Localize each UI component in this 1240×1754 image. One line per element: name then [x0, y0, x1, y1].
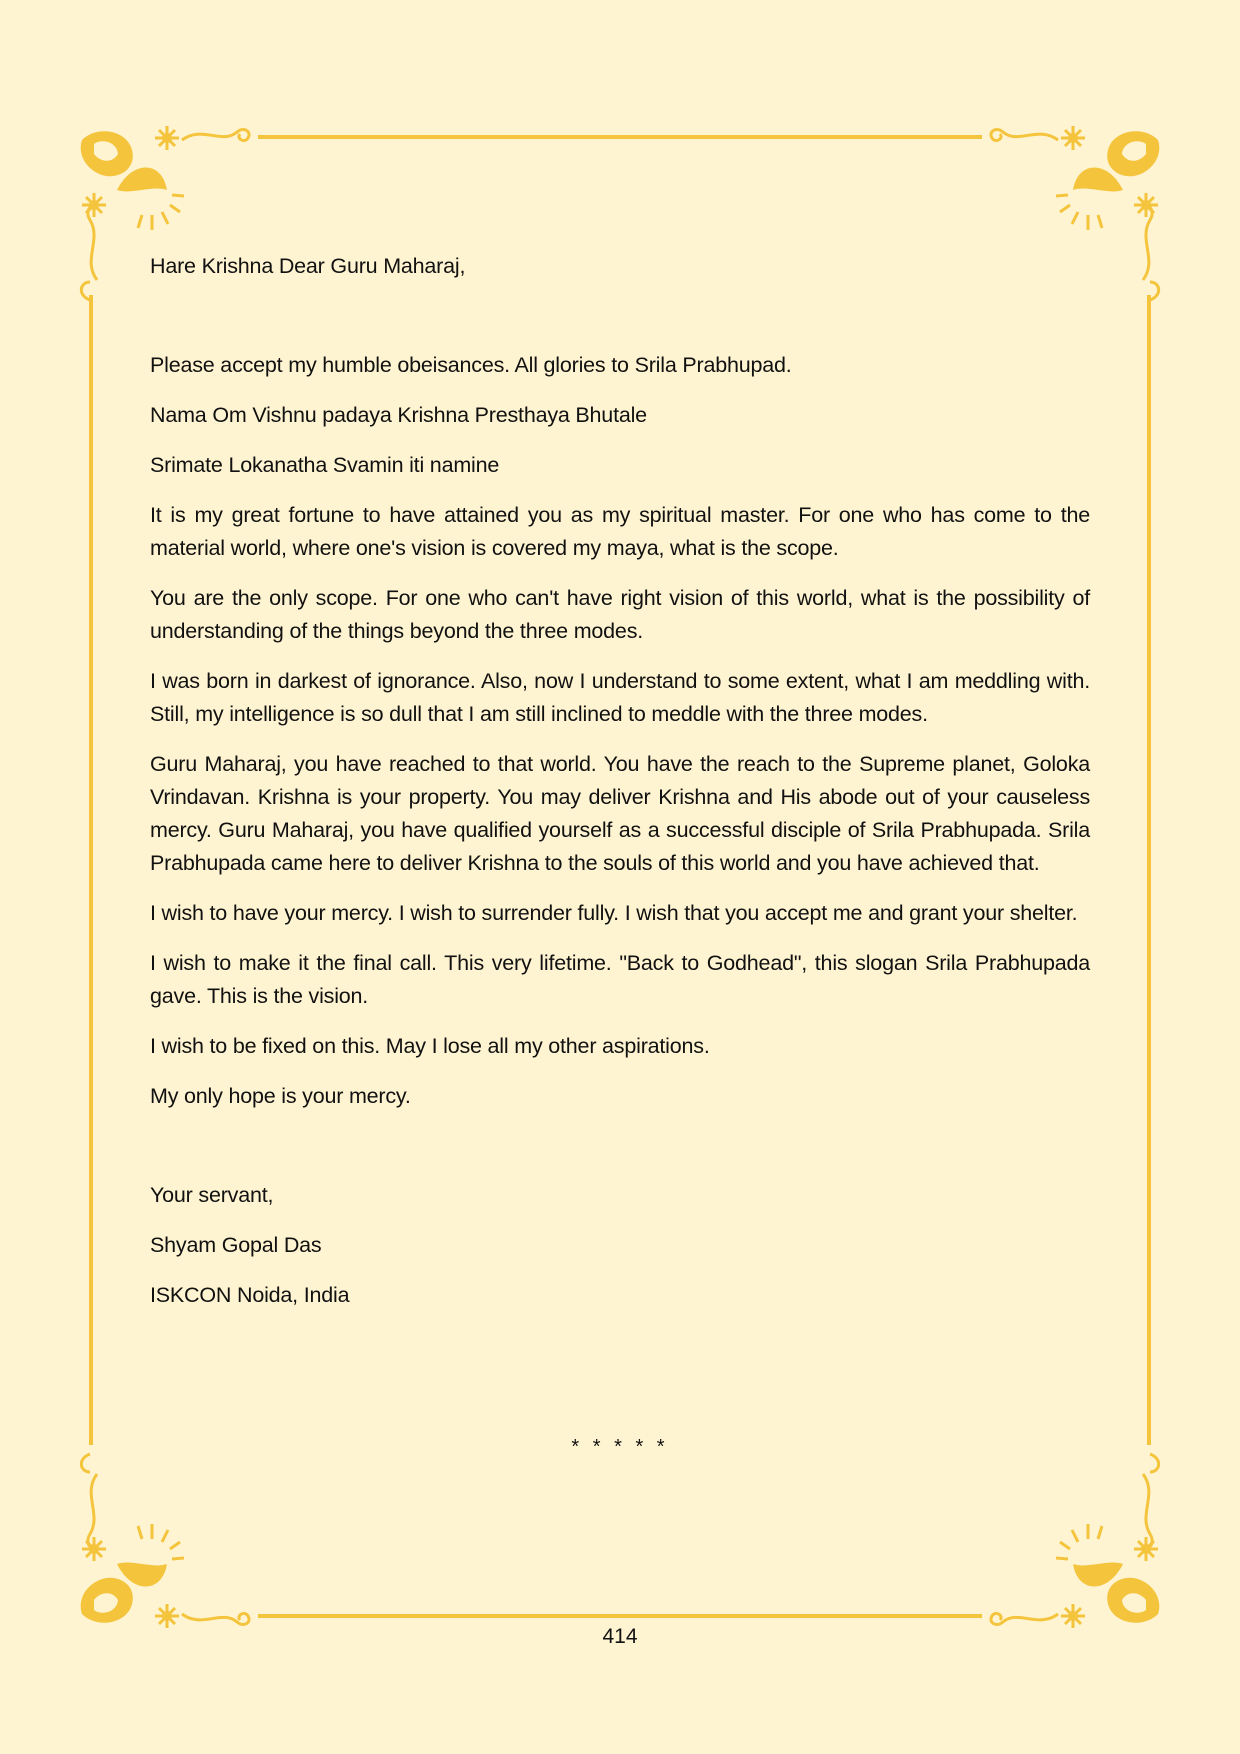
corner-ornament-bottom-left: [72, 1444, 262, 1634]
spacer: [150, 1130, 1090, 1179]
paragraph: I wish to be fixed on this. May I lose all my other aspirations.: [150, 1034, 710, 1058]
page-number: 414: [602, 1625, 638, 1648]
paragraph: Nama Om Vishnu padaya Krishna Presthaya Bhutale: [150, 403, 647, 427]
closing: Your servant,: [150, 1183, 274, 1207]
location: ISKCON Noida, India: [150, 1283, 350, 1307]
paragraph: Guru Maharaj, you have reached to that world. You have the reach to the Supreme planet, Goloka Vrindavan. Krishna is your property. You may deliver Krishna and His abode out of your causeless mercy. Guru Maharaj, you have qualified yourself as a successful disciple of Srila Prabhupada. Srila Prabhupada came here to deliver Krishna to the souls of this world and you have achieved that.: [150, 752, 1090, 875]
paragraph: You are the only scope. For one who can't have right vision of this world, what is the possibility of understanding of the things beyond the three modes.: [150, 586, 1090, 643]
border-bottom-line: [258, 1614, 982, 1618]
spacer: [150, 300, 1090, 349]
paragraph: I wish to make it the final call. This very lifetime. "Back to Godhead", this slogan Srila Prabhupada gave. This is the vision.: [150, 951, 1090, 1008]
corner-ornament-bottom-right: [978, 1444, 1168, 1634]
letter-body: [150, 250, 1090, 1329]
paragraph: My only hope is your mercy.: [150, 1084, 411, 1108]
border-right-line: [1147, 295, 1151, 1445]
salutation: Hare Krishna Dear Guru Maharaj,: [150, 254, 466, 278]
border-left-line: [89, 295, 93, 1445]
border-top-line: [258, 135, 982, 139]
paragraph: It is my great fortune to have attained you as my spiritual master. For one who has come to the material world, where one's vision is covered my maya, what is the scope.: [150, 503, 1090, 560]
section-separator: * * * * *: [571, 1436, 669, 1458]
paragraph: I wish to have your mercy. I wish to surrender fully. I wish that you accept me and grant your shelter.: [150, 901, 1078, 925]
paragraph: Srimate Lokanatha Svamin iti namine: [150, 453, 500, 477]
paragraph: I was born in darkest of ignorance. Also, now I understand to some extent, what I am meddling with. Still, my intelligence is so dull that I am still inclined to meddle with the three modes.: [150, 669, 1090, 726]
signature: Shyam Gopal Das: [150, 1233, 322, 1257]
paragraph: Please accept my humble obeisances. All glories to Srila Prabhupad.: [150, 353, 792, 377]
